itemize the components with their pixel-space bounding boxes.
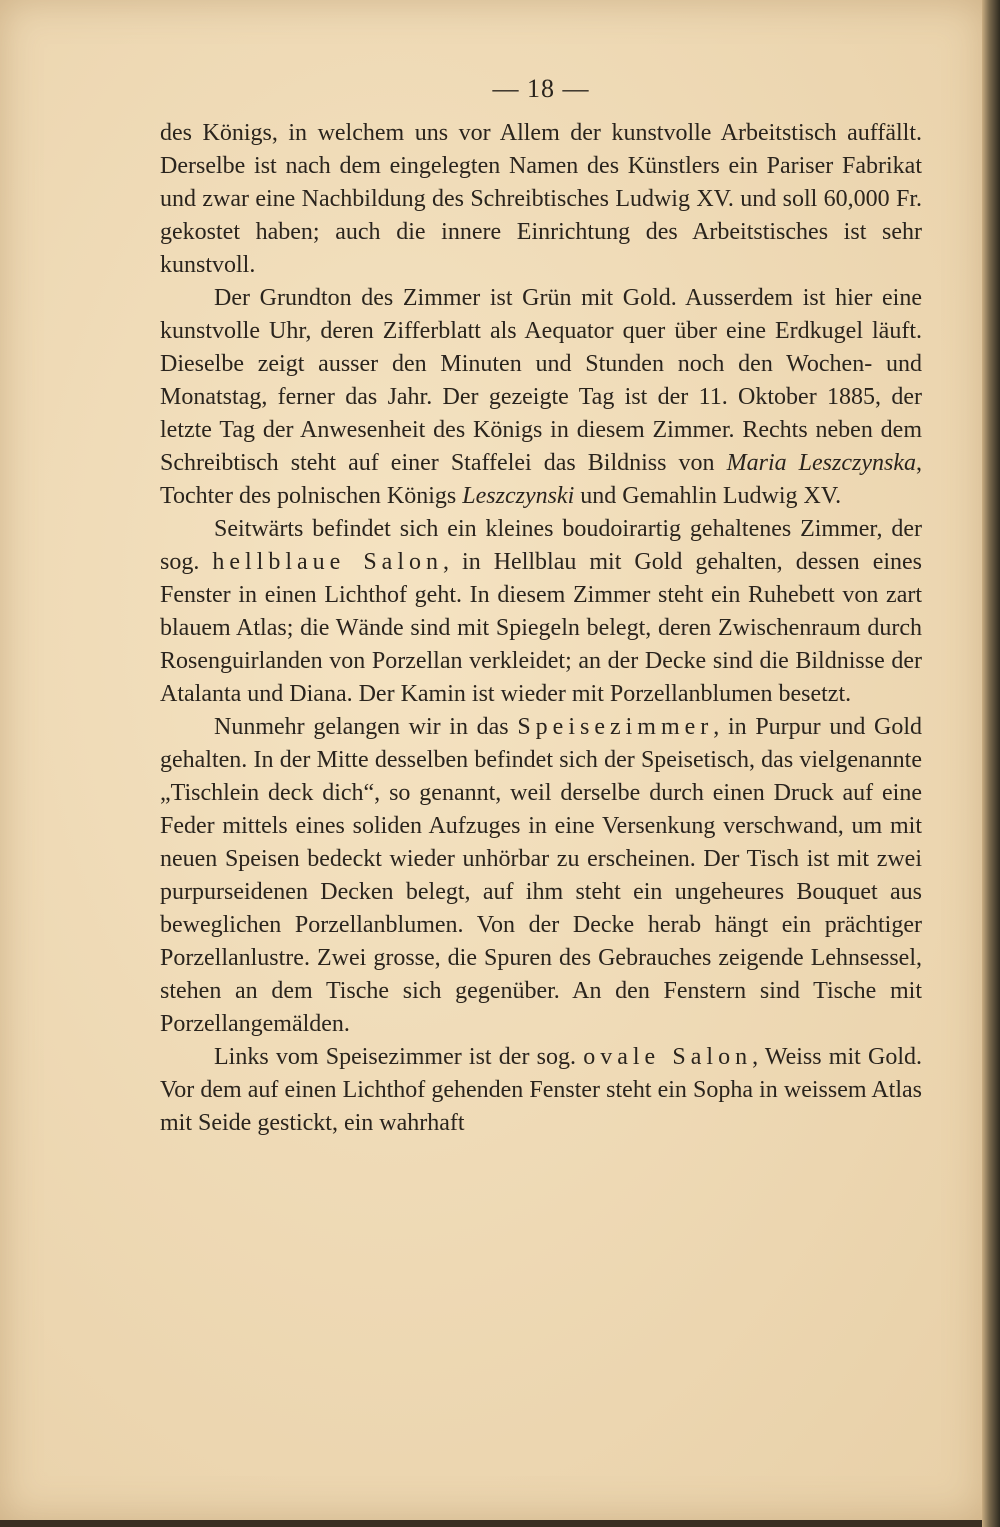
text-run: und Gemahlin Ludwig XV. [574,483,842,509]
page-text [160,72,922,1140]
text-run: Der Grundton des Zimmer ist Grün mit Gold. Ausserdem ist hier eine kunstvolle Uhr, deren Zifferblatt als Aequator quer über eine Erdkugel läuft. Dieselbe zeigt ausser den Minuten und Stunden noch den Wochen- und Monatstag, ferner das Jahr. Der gezeigte Tag ist der 11. Oktober 1885, der letzte Tag der Anwesenheit des Königs in diesem Zimmer. Rechts neben dem Schreibtisch steht auf einer Staffelei das Bildniss von [160,285,922,476]
text-run: Seitwärts befindet sich ein kleines boudoirartig gehaltenes Zimmer, der sog. [160,516,922,575]
paragraph [160,711,922,1041]
body-text [160,117,922,1140]
text-run: , in Hellblau mit Gold gehalten, dessen eines Fenster in einen Lichthof geht. In diesem Zimmer steht ein Ruhebett von zart blauem Atlas; die Wände sind mit Spiegeln belegt, deren Zwischenraum durch Rosenguirlanden von Porzellan verkleidet; an der Decke sind die Bildnisse der Atalanta und Diana. Der Kamin ist wieder mit Porzellanblumen besetzt. [160,549,923,707]
paragraph [160,513,922,711]
text-run: Links vom Speisezimmer ist der sog. [214,1044,584,1070]
book-binding-edge [982,0,1000,1527]
paragraph [160,117,922,282]
page-number: — 18 — [492,74,590,103]
spaced-room-name: ovale Salon [583,1044,753,1070]
spaced-room-name: hellblaue Salon [212,549,444,575]
text-run: Nunmehr gelangen wir in das [214,714,518,740]
text-run: , Weiss mit Gold. Vor dem auf einen Lichthof gehenden Fenster steht ein Sopha in weissem Atlas mit Seide gestickt, ein wahrhaft [160,1044,923,1136]
text-run: des Königs, in welchem uns vor Allem der kunstvolle Arbeitstisch auffällt. Derselbe ist nach dem eingelegten Namen des Künstlers ein Pariser Fabrikat und zwar eine Nachbildung des Schreibtisches Ludwig XV. und soll 60,000 Fr. gekostet haben; auch die innere Einrichtung des Arbeitstisches ist sehr kunstvoll. [160,120,922,278]
paragraph [160,282,922,513]
italic-name: Leszczynski [462,483,575,509]
spaced-room-name: Speisezimmer [517,714,714,740]
paragraph [160,1041,922,1140]
italic-name: Maria Leszczynska [726,450,916,476]
text-run: , Tochter des polnischen Königs [160,450,922,509]
text-run: , in Purpur und Gold gehalten. In der Mitte desselben befindet sich der Speisetisch, das vielgenannte „Tischlein deck dich“, so genannt, weil derselbe durch einen Druck auf eine Feder mittels eines soliden Aufzuges in eine Versenkung verschwand, um mit neuen Speisen bedeckt wieder unhörbar zu erscheinen. Der Tisch ist mit zwei purpurseidenen Decken belegt, auf ihm steht ein ungeheures Bouquet aus beweglichen Porzellanblumen. Von der Decke herab hängt ein prächtiger Porzellanlustre. Zwei grosse, die Spuren des Gebrauches zeigende Lehnsessel, stehen an dem Tische sich gegenüber. An den Fenstern sind Tische mit Porzellangemälden. [160,714,923,1037]
